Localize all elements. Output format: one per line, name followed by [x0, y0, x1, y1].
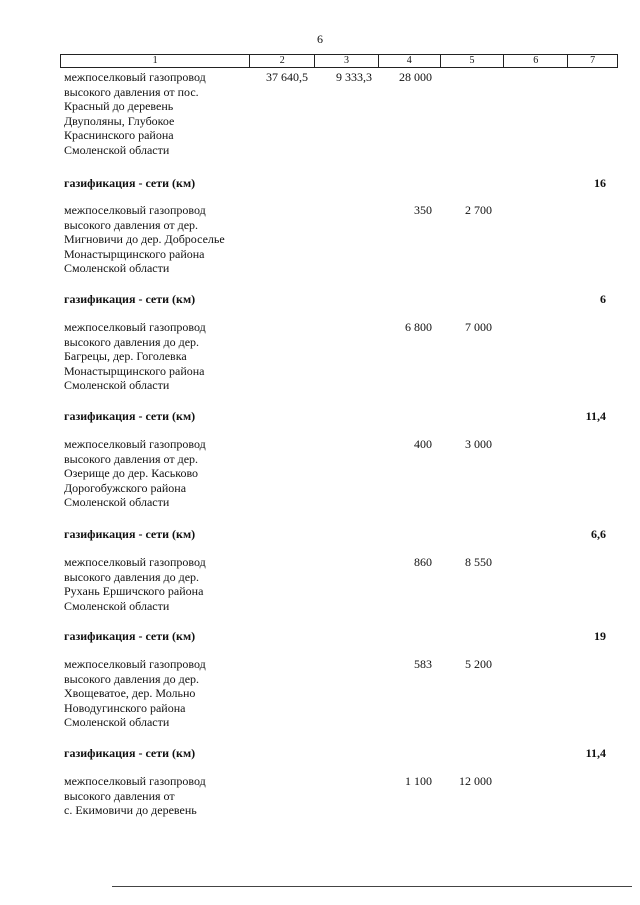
row-description [64, 437, 264, 510]
column-header-1: 1 [61, 55, 250, 67]
description-line: межпоселковый газопровод [64, 70, 206, 84]
cell-col-2: 37 640,5 [266, 70, 308, 84]
description-line: Дорогобужского района [64, 480, 187, 495]
row-description [64, 203, 264, 276]
gasification-label: газификация - сети (км) [64, 292, 196, 306]
gasification-value: 11,4 [585, 409, 606, 423]
description-line: с. Екимовичи до деревень [64, 803, 197, 818]
gasification-value: 16 [594, 176, 606, 190]
gasification-label: газификация - сети (км) [64, 527, 196, 541]
description-line: Двуполяны, Глубокое [64, 113, 175, 128]
description-line: Смоленской области [64, 715, 170, 730]
description-line: межпоселковый газопровод [64, 555, 206, 569]
description-line: Смоленской области [64, 261, 170, 276]
cell-col-4: 350 [414, 203, 432, 217]
column-header-5: 5 [441, 55, 505, 67]
cell-col-3: 9 333,3 [336, 70, 372, 84]
column-header-3: 3 [315, 55, 379, 67]
description-line: межпоселковый газопровод [64, 774, 206, 788]
description-line: межпоселковый газопровод [64, 437, 206, 451]
description-line: высокого давления до дер. [64, 569, 200, 584]
row-description [64, 70, 264, 158]
gasification-value: 6 [600, 292, 606, 306]
gasification-label: газификация - сети (км) [64, 629, 196, 643]
cell-col-4: 583 [414, 657, 432, 671]
gasification-label: газификация - сети (км) [64, 409, 196, 423]
gasification-value: 19 [594, 629, 606, 643]
gasification-label: газификация - сети (км) [64, 176, 196, 190]
gasification-value: 11,4 [585, 746, 606, 760]
row-description [64, 657, 264, 730]
column-header-4: 4 [379, 55, 441, 67]
cell-col-5: 7 000 [465, 320, 492, 334]
description-line: Багрецы, дер. Гоголевка [64, 349, 187, 364]
column-header-6: 6 [504, 55, 568, 67]
table-header [60, 54, 618, 68]
description-line: Смоленской области [64, 598, 170, 613]
description-line: Смоленской области [64, 378, 170, 393]
cell-col-5: 8 550 [465, 555, 492, 569]
description-line: высокого давления от дер. [64, 217, 199, 232]
description-line: Мигновичи до дер. Доброселье [64, 232, 225, 247]
description-line: Озерище до дер. Каськово [64, 466, 199, 481]
cell-col-4: 1 100 [405, 774, 432, 788]
description-line: Красный до деревень [64, 99, 174, 114]
cell-col-5: 2 700 [465, 203, 492, 217]
description-line: межпоселковый газопровод [64, 320, 206, 334]
column-header-7: 7 [590, 55, 596, 66]
description-line: высокого давления от [64, 788, 175, 803]
description-line: Монастырщинского района [64, 246, 205, 261]
row-description [64, 774, 264, 818]
description-line: Смоленской области [64, 142, 170, 157]
description-line: Рухань Ершичского района [64, 584, 204, 599]
description-line: высокого давления до дер. [64, 671, 200, 686]
cell-col-5: 5 200 [465, 657, 492, 671]
cell-col-4: 860 [414, 555, 432, 569]
description-line: высокого давления от дер. [64, 451, 199, 466]
cell-col-4: 400 [414, 437, 432, 451]
description-line: Монастырщинского района [64, 363, 205, 378]
description-line: высокого давления до дер. [64, 334, 200, 349]
gasification-value: 6,6 [591, 527, 606, 541]
cell-col-4: 6 800 [405, 320, 432, 334]
bottom-rule [112, 886, 632, 887]
description-line: Смоленской области [64, 495, 170, 510]
row-description [64, 320, 264, 393]
description-line: Хвощеватое, дер. Мольно [64, 686, 196, 701]
description-line: Краснинского района [64, 128, 174, 143]
page-number: 6 [317, 32, 323, 46]
description-line: межпоселковый газопровод [64, 657, 206, 671]
description-line: Новодугинского района [64, 700, 186, 715]
description-line: межпоселковый газопровод [64, 203, 206, 217]
gasification-label: газификация - сети (км) [64, 746, 196, 760]
row-description [64, 555, 264, 613]
cell-col-4: 28 000 [399, 70, 432, 84]
cell-col-5: 12 000 [459, 774, 492, 788]
column-header-2: 2 [250, 55, 315, 67]
description-line: высокого давления от пос. [64, 84, 199, 99]
cell-col-5: 3 000 [465, 437, 492, 451]
